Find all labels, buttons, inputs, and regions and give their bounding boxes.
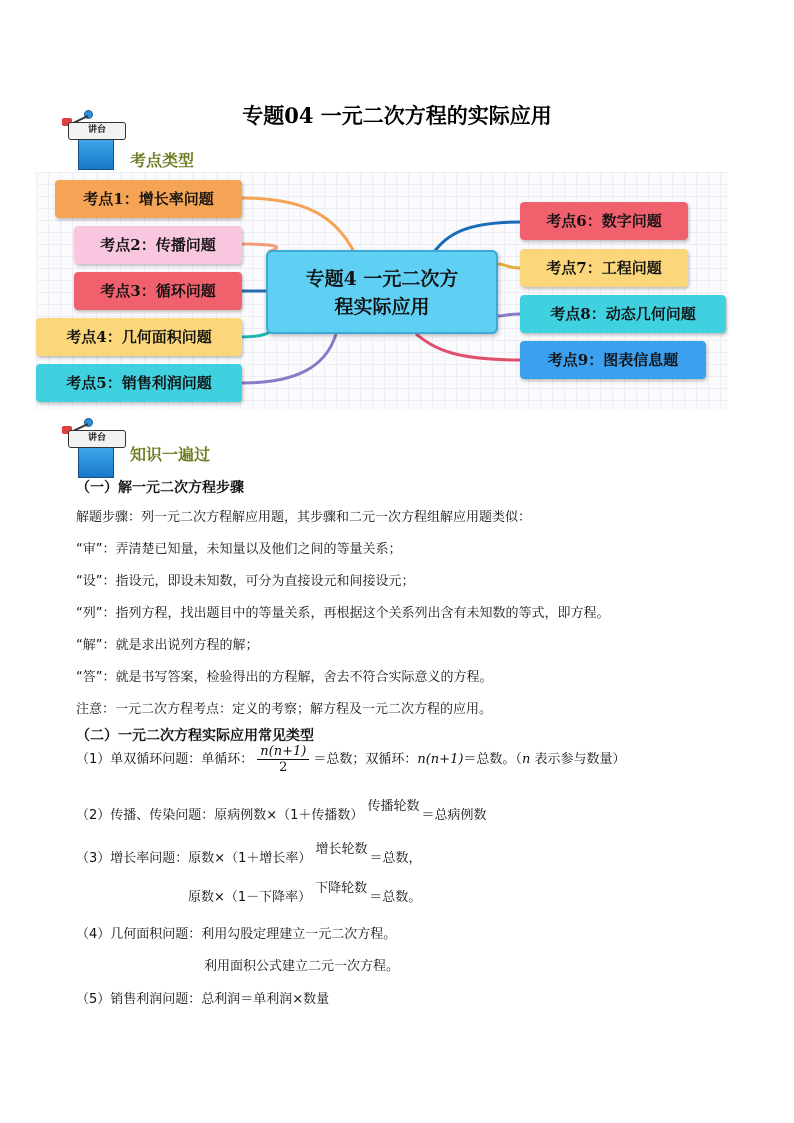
- part2-heading: （二）一元二次方程实际应用常见类型: [76, 728, 314, 744]
- node-kaodian3: 考点3：循环问题: [74, 272, 242, 310]
- item4b-geometry: 利用面积公式建立二元一次方程。: [204, 959, 400, 974]
- item1-suffix: ＝总数。（: [463, 752, 522, 767]
- node-kaodian4: 考点4：几何面积问题: [36, 318, 242, 356]
- center-node-line1: 专题4 一元二次方: [305, 268, 459, 290]
- item3-suffix: ＝总数，: [369, 851, 422, 866]
- item1-prefix: （1）单双循环问题：单循环：: [76, 752, 254, 767]
- item1-note: 表示参与数量）: [530, 752, 626, 767]
- item3b-decline: [188, 881, 422, 905]
- part1-line: “答”：就是书写答案，检验得出的方程解，舍去不符合实际意义的方程。: [76, 670, 493, 685]
- item3-prefix: （3）增长率问题：原数×（1＋增长率）: [76, 851, 312, 866]
- item4-geometry: （4）几何面积问题：利用勾股定理建立一元二次方程。: [76, 927, 397, 942]
- page-title: 专题04 一元二次方程的实际应用: [242, 103, 552, 128]
- center-node: [266, 250, 498, 334]
- node-kaodian2: 考点2：传播问题: [74, 226, 242, 264]
- node-kaodian7: 考点7：工程问题: [520, 249, 688, 287]
- item2-prefix: （2）传播、传染问题：原病例数×（1＋传播数）: [76, 808, 364, 823]
- item2-exponent: 传播轮数: [367, 799, 420, 814]
- item1-n: n: [521, 752, 531, 767]
- section-zhishi: 知识一遍过: [130, 445, 211, 464]
- item3-exponent: 增长轮数: [315, 842, 368, 857]
- item5-profit: （5）销售利润问题：总利润＝单利润×数量: [76, 992, 330, 1007]
- fraction-numerator: n(n+1): [257, 744, 309, 760]
- item1-round-robin: [76, 744, 625, 775]
- item1-fraction: [257, 744, 309, 775]
- node-kaodian1: 考点1：增长率问题: [55, 180, 242, 218]
- item2-spread: [76, 799, 487, 823]
- podium-icon: [62, 110, 128, 172]
- mind-map: [36, 172, 728, 410]
- section-kaodian-leixing: 考点类型: [130, 151, 195, 170]
- node-kaodian8: 考点8：动态几何问题: [520, 295, 726, 333]
- part1-line: “设”：指设元，即设未知数，可分为直接设元和间接设元；: [76, 574, 415, 589]
- item2-suffix: ＝总病例数: [421, 808, 487, 823]
- item3b-prefix: 原数×（1－下降率）: [188, 890, 312, 905]
- item1-expr: n(n+1): [417, 752, 464, 767]
- node-kaodian9: 考点9：图表信息题: [520, 341, 706, 379]
- podium-icon: [62, 418, 128, 480]
- part1-line: “解”：就是求出说列方程的解；: [76, 638, 259, 653]
- part1-line: 解题步骤：列一元二次方程解应用题，其步骤和二元一次方程组解应用题类似：: [76, 510, 532, 525]
- center-node-line2: 程实际应用: [334, 296, 430, 318]
- node-kaodian5: 考点5：销售利润问题: [36, 364, 242, 402]
- fraction-denominator: 2: [279, 760, 288, 775]
- podium-label: 讲台: [68, 122, 126, 140]
- item1-mid: ＝总数；双循环：: [313, 752, 418, 767]
- node-kaodian6: 考点6：数字问题: [520, 202, 688, 240]
- part1-heading: （一）解一元二次方程步骤: [76, 480, 244, 496]
- podium-label: 讲台: [68, 430, 126, 448]
- part1-line: “列”：指列方程，找出题目中的等量关系，再根据这个关系列出含有未知数的等式，即方程。: [76, 606, 610, 621]
- item3b-exponent: 下降轮数: [315, 881, 368, 896]
- item3b-suffix: ＝总数。: [369, 890, 422, 905]
- item3-growth: [76, 842, 422, 866]
- part1-line: “审”：弄清楚已知量，未知量以及他们之间的等量关系；: [76, 542, 402, 557]
- part1-line: 注意：一元二次方程考点：定义的考察；解方程及一元二次方程的应用。: [76, 702, 493, 717]
